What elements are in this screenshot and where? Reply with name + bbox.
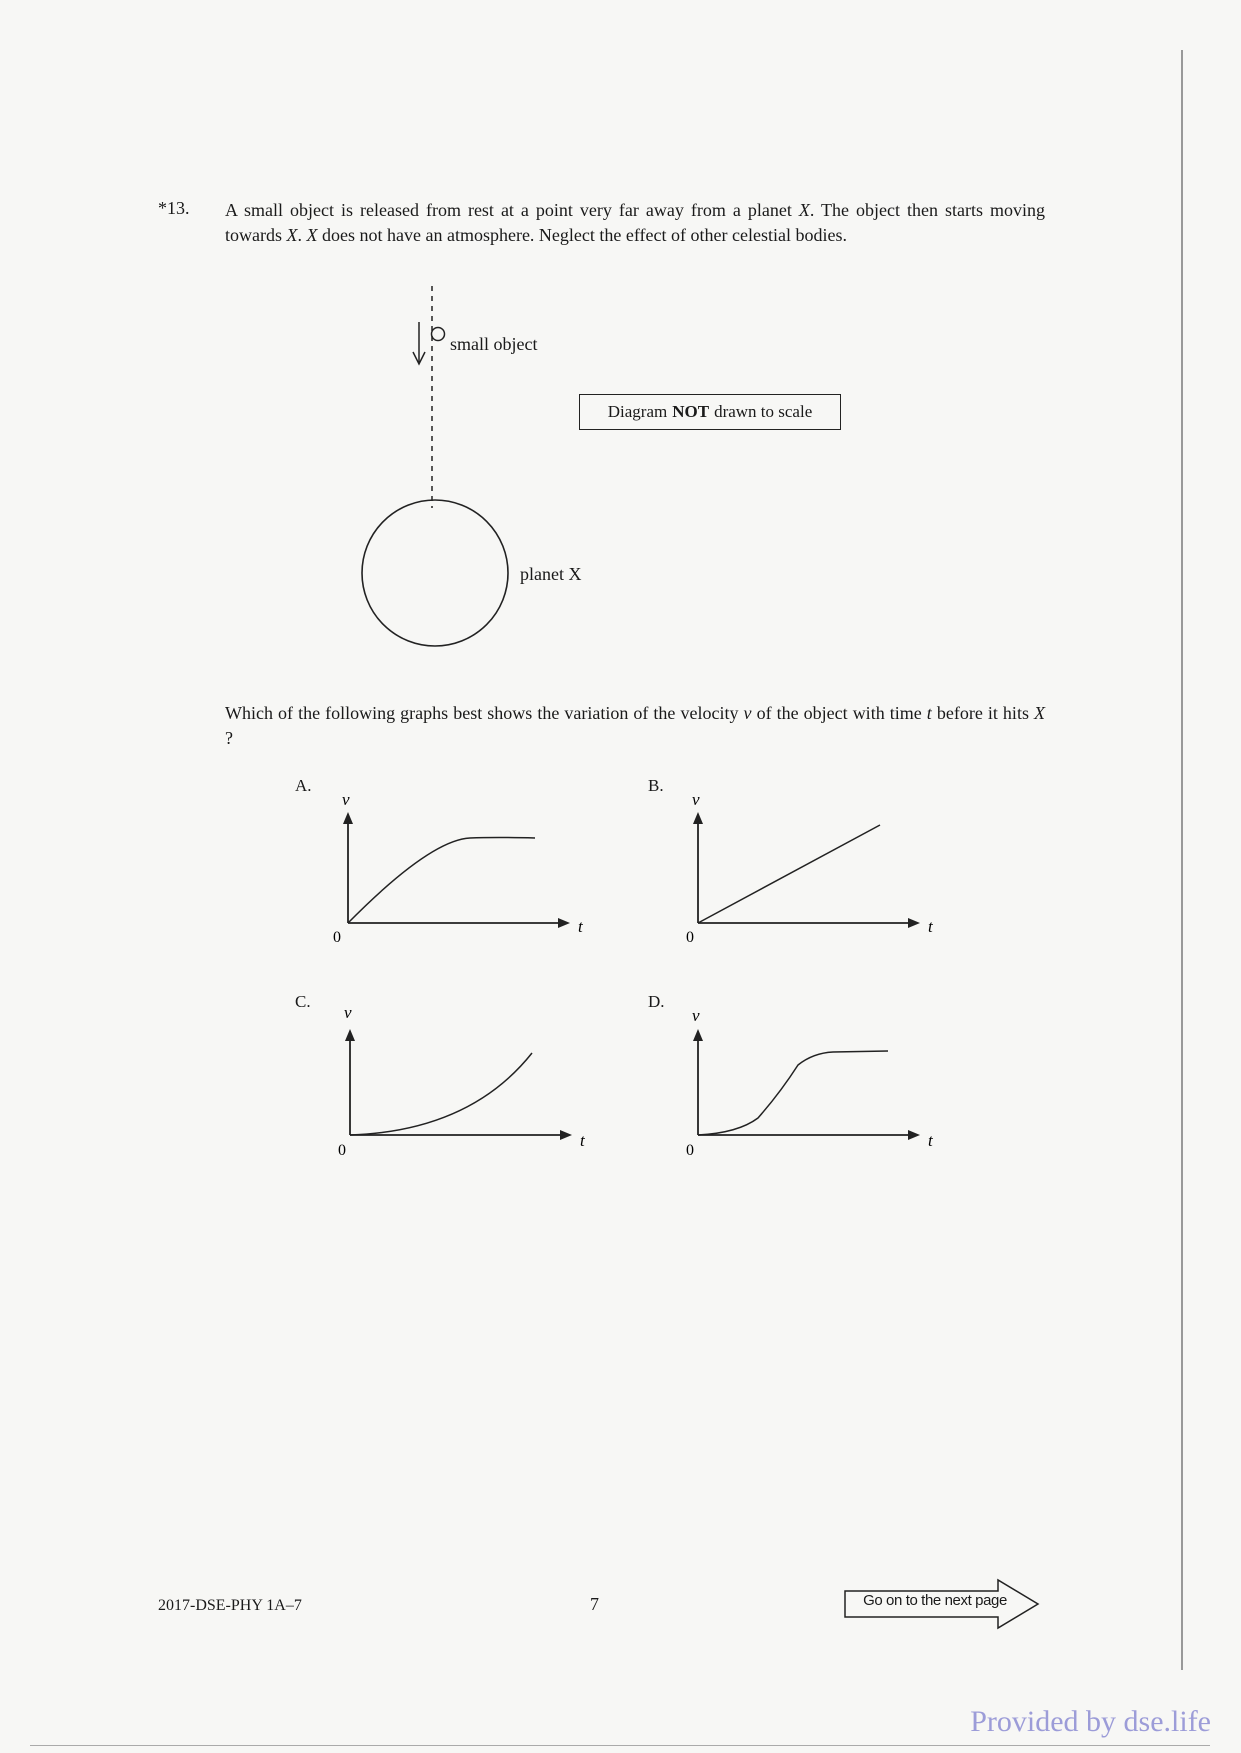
y-axis-label: v	[342, 790, 350, 809]
planet-circle	[362, 500, 508, 646]
bottom-edge-line	[30, 1745, 1210, 1746]
curve-b	[698, 825, 880, 923]
x-axis-arrow-icon	[560, 1130, 572, 1140]
origin-label: 0	[686, 929, 694, 946]
x-axis-arrow-icon	[908, 1130, 920, 1140]
x-axis-label: t	[928, 1131, 933, 1150]
option-c-letter[interactable]: C.	[295, 992, 311, 1011]
curve-a	[348, 838, 535, 924]
origin-label: 0	[333, 929, 341, 946]
paper-code: 2017-DSE-PHY 1A–7	[158, 1597, 302, 1614]
option-a-graph[interactable]	[320, 790, 590, 950]
origin-label: 0	[686, 1142, 694, 1159]
y-axis-label: v	[344, 1003, 352, 1022]
option-a-letter[interactable]: A.	[295, 776, 312, 795]
y-axis-label: v	[692, 1006, 700, 1025]
y-axis-label: v	[692, 790, 700, 809]
question-prompt: Which of the following graphs best shows the variation of the velocity v of the object with time t before it hits X ?	[225, 703, 1045, 748]
planet-diagram	[340, 280, 600, 680]
watermark-text: Provided by dse.life	[970, 1705, 1211, 1738]
x-axis-arrow-icon	[908, 918, 920, 928]
down-arrow-icon	[413, 322, 425, 364]
option-d-letter[interactable]: D.	[648, 992, 665, 1011]
y-axis-arrow-icon	[345, 1029, 355, 1041]
y-axis-arrow-icon	[693, 1029, 703, 1041]
planet-label: planet X	[520, 564, 582, 584]
option-b-graph[interactable]	[668, 790, 938, 950]
x-axis-arrow-icon	[558, 918, 570, 928]
page-edge-line	[1181, 50, 1183, 1670]
next-page-label[interactable]: Go on to the next page	[863, 1592, 1007, 1609]
page-number: 7	[590, 1594, 599, 1614]
origin-label: 0	[338, 1142, 346, 1159]
x-axis-label: t	[578, 917, 583, 936]
option-b-letter[interactable]: B.	[648, 776, 664, 795]
question-number: *13.	[158, 198, 190, 218]
curve-d	[698, 1051, 888, 1135]
scale-note-box: Diagram NOT drawn to scale	[579, 394, 841, 430]
small-object-circle	[432, 328, 445, 341]
y-axis-arrow-icon	[343, 812, 353, 824]
small-object-label: small object	[450, 334, 538, 354]
y-axis-arrow-icon	[693, 812, 703, 824]
curve-c	[350, 1053, 532, 1135]
option-d-graph[interactable]	[668, 1003, 938, 1168]
x-axis-label: t	[580, 1131, 585, 1150]
option-c-graph[interactable]	[320, 1003, 590, 1168]
x-axis-label: t	[928, 917, 933, 936]
question-text: A small object is released from rest at a point very far away from a planet X. The object then starts moving towards X. X does not have an atmosphere. Neglect the effect of other celestial bodies.	[225, 200, 1045, 245]
